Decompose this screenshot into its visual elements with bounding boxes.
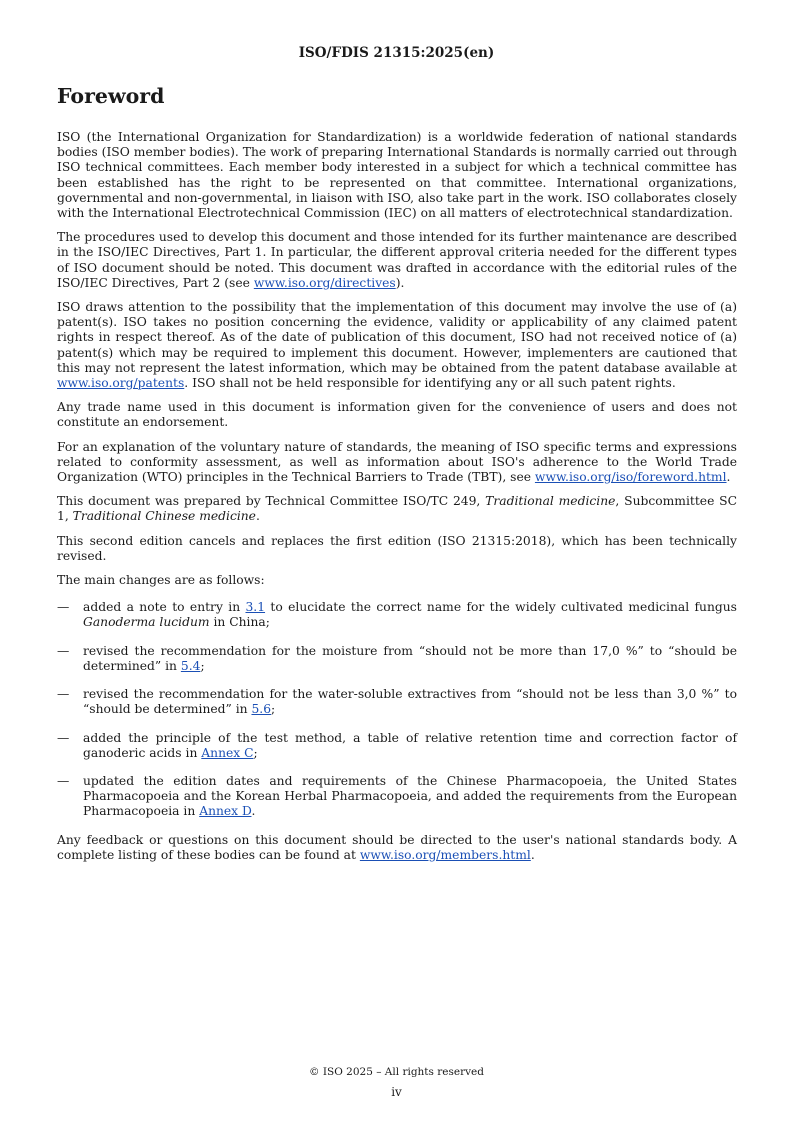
link-annex-c[interactable]: Annex C xyxy=(201,745,254,760)
list-item: — updated the edition dates and requirements of the Chinese Pharmacopoeia, the United States Pharmacopoeia and the Korean Herbal Pharmacopoeia, and added the requirements from the European Pharmacopoeia in Annex D. xyxy=(57,773,737,819)
link-clause-5-4[interactable]: 5.4 xyxy=(180,658,201,673)
paragraph-feedback: Any feedback or questions on this document should be directed to the user's national standards body. A complete listing of these bodies can be found at www.iso.org/members.html. xyxy=(57,832,737,862)
foreword-body xyxy=(57,130,737,872)
paragraph-procedures: The procedures used to develop this document and those intended for its further maintenance are described in the ISO/IEC Directives, Part 1. In particular, the different approval criteria needed for the different types of ISO document should be noted. This document was drafted in accordance with the editorial rules of the ISO/IEC Directives, Part 2 (see www.iso.org/directives). xyxy=(57,230,737,290)
document-identifier: ISO/FDIS 21315:2025(en) xyxy=(298,45,495,61)
copyright-footer: © ISO 2025 – All rights reserved xyxy=(309,1066,484,1078)
list-item: — added a note to entry in 3.1 to elucidate the correct name for the widely cultivated medicinal fungus Ganoderma lucidum in China; xyxy=(57,600,737,630)
list-item: — revised the recommendation for the moisture from “should not be more than 17,0 %” to “should be determined” in 5.4; xyxy=(57,643,737,673)
link-clause-5-6[interactable]: 5.6 xyxy=(251,702,272,717)
list-item: — added the principle of the test method, a table of relative retention time and correction factor of ganoderic acids in Annex C; xyxy=(57,730,737,760)
paragraph-trade-name: Any trade name used in this document is information given for the convenience of users and does not constitute an endorsement. xyxy=(57,400,737,430)
paragraph-voluntary-nature: For an explanation of the voluntary nature of standards, the meaning of ISO specific terms and expressions related to conformity assessment, as well as information about ISO's adherence to the World Trade Organization (WTO) principles in the Technical Barriers to Trade (TBT), see www.iso.org/iso/foreword.html. xyxy=(57,439,737,485)
list-item: — revised the recommendation for the water-soluble extractives from “should not be less than 3,0 %” to “should be determined” in 5.6; xyxy=(57,687,737,717)
paragraph-committee: This document was prepared by Technical Committee ISO/TC 249, Traditional medicine, Subcommittee SC 1, Traditional Chinese medicine. xyxy=(57,494,737,524)
section-title: Foreword xyxy=(57,84,165,108)
link-clause-3-1[interactable]: 3.1 xyxy=(245,600,266,615)
paragraph-patents: ISO draws attention to the possibility that the implementation of this document may involve the use of (a) patent(s). ISO takes no position concerning the evidence, validity or applicability of any claimed patent rights in respect thereof. As of the date of publication of this document, ISO had not received notice of (a) patent(s) which may be required to implement this document. However, implementers are cautioned that this may not represent the latest information, which may be obtained from the patent database available at www.iso.org/patents. ISO shall not be held responsible for identifying any or all such patent rights. xyxy=(57,300,737,391)
link-directives[interactable]: www.iso.org/directives xyxy=(253,275,396,290)
paragraph-iso-intro: ISO (the International Organization for Standardization) is a worldwide federation of national standards bodies (ISO member bodies). The work of preparing International Standards is normally carried out through ISO technical committees. Each member body interested in a subject for which a technical committee has been established has the right to be represented on that committee. International organizations, governmental and non-governmental, in liaison with ISO, also take part in the work. ISO collaborates closely with the International Electrotechnical Commission (IEC) on all matters of electrotechnical standardization. xyxy=(57,130,737,221)
link-patents[interactable]: www.iso.org/patents xyxy=(57,376,185,391)
paragraph-main-changes: The main changes are as follows: xyxy=(57,573,265,588)
dash-bullet: — xyxy=(57,687,70,702)
dash-bullet: — xyxy=(57,643,70,658)
link-members[interactable]: www.iso.org/members.html xyxy=(359,847,531,862)
dash-bullet: — xyxy=(57,730,70,745)
link-annex-d[interactable]: Annex D xyxy=(199,804,252,819)
page-number: iv xyxy=(391,1085,402,1099)
link-foreword[interactable]: www.iso.org/iso/foreword.html xyxy=(534,470,727,485)
dash-bullet: — xyxy=(57,600,70,615)
changes-list xyxy=(57,600,737,819)
dash-bullet: — xyxy=(57,773,70,788)
paragraph-edition: This second edition cancels and replaces the first edition (ISO 21315:2018), which has been technically revised. xyxy=(57,533,737,563)
